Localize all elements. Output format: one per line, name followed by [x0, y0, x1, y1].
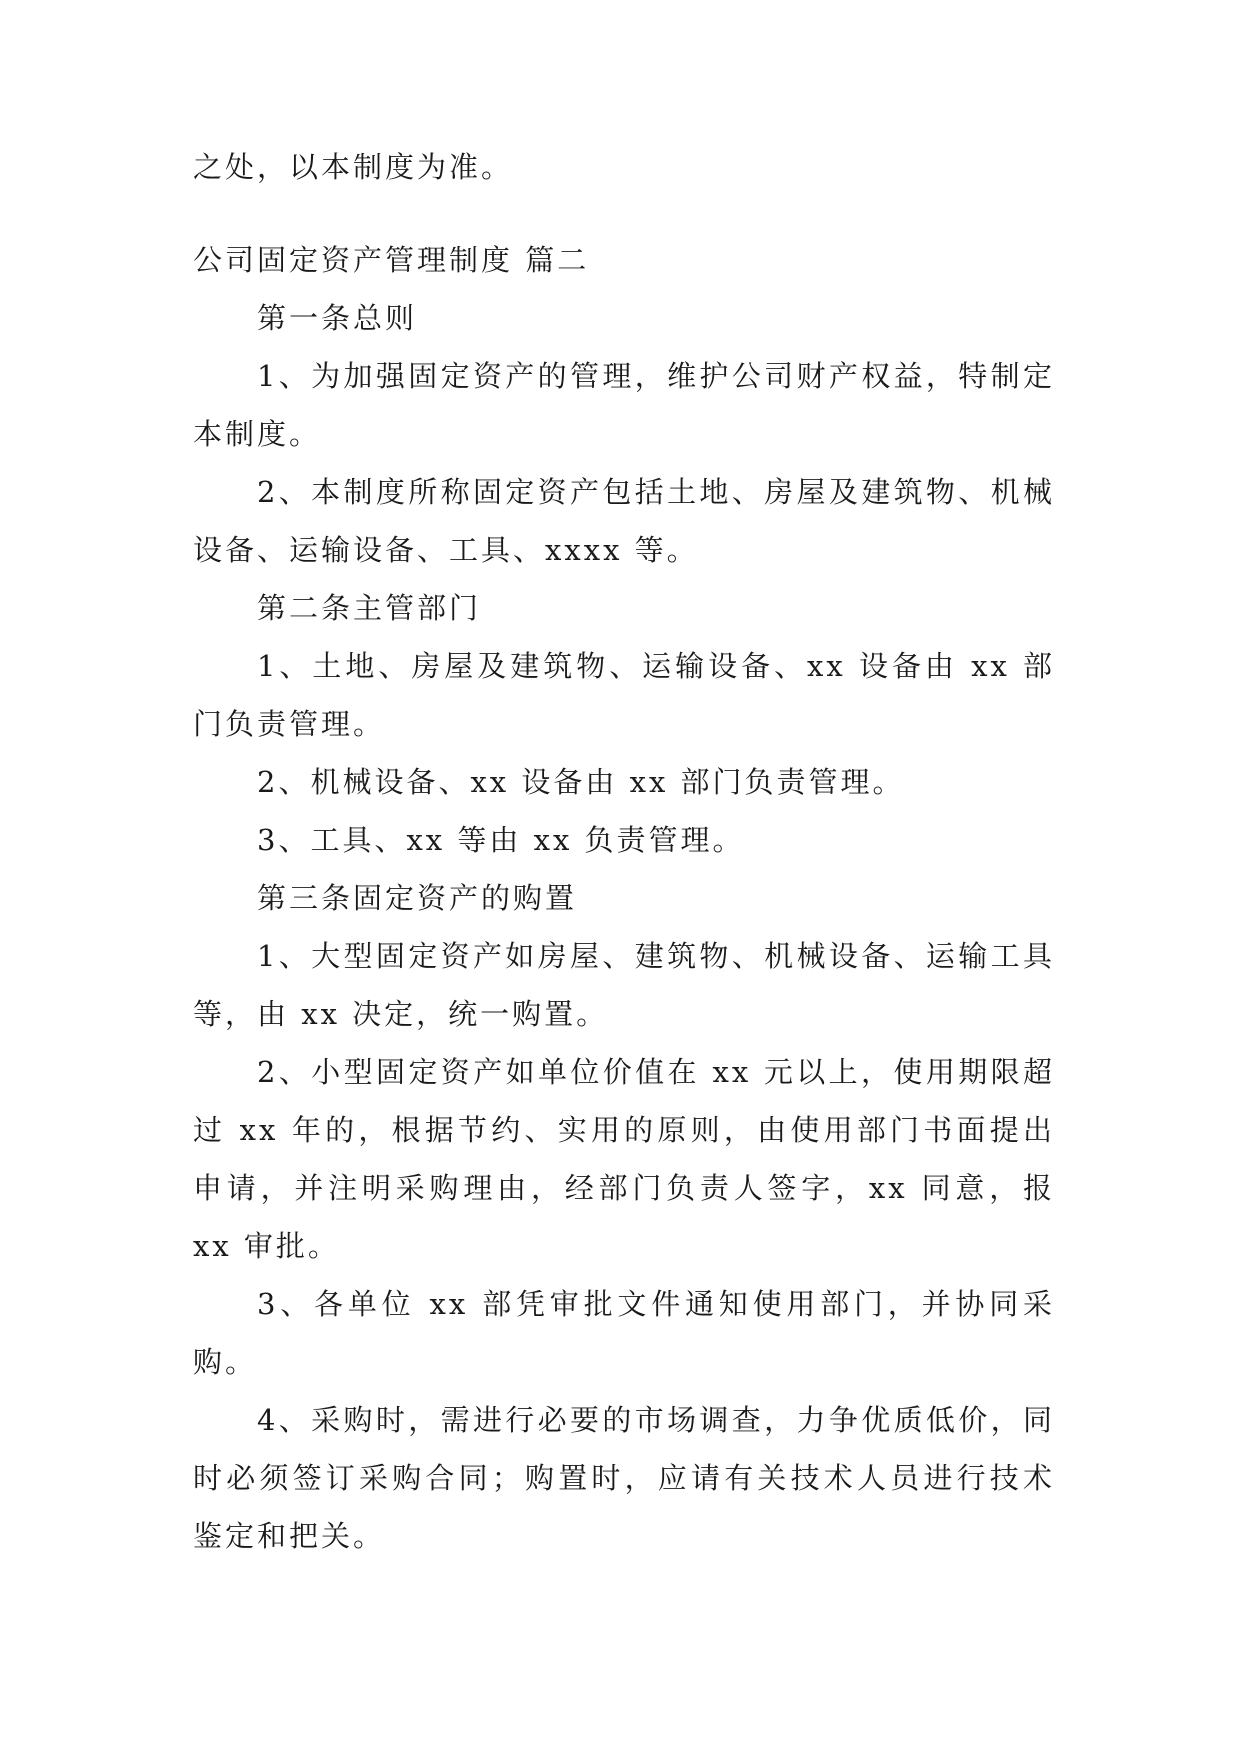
paragraph: 1、土地、房屋及建筑物、运输设备、xx 设备由 xx 部门负责管理。 — [193, 649, 1055, 741]
paragraph: 1、大型固定资产如房屋、建筑物、机械设备、运输工具等，由 xx 决定，统一购置。 — [193, 939, 1055, 1031]
paragraph: 2、小型固定资产如单位价值在 xx 元以上，使用期限超过 xx 年的，根据节约、实用的原则，由使用部门书面提出申请，并注明采购理由，经部门负责人签字，xx 同意，报 xx 审批。 — [193, 1055, 1055, 1263]
paragraph: 3、工具、xx 等由 xx 负责管理。 — [257, 823, 745, 857]
section-title: 公司固定资产管理制度 篇二 — [193, 243, 590, 277]
article-heading-2: 第二条主管部门 — [257, 591, 482, 625]
paragraph: 2、本制度所称固定资产包括土地、房屋及建筑物、机械设备、运输设备、工具、xxxx 等。 — [193, 475, 1055, 567]
section-gap — [193, 196, 1055, 231]
paragraph: 4、采购时，需进行必要的市场调查，力争优质低价，同时必须签订采购合同；购置时，应请有关技术人员进行技术鉴定和把关。 — [193, 1403, 1055, 1553]
paragraph: 1、为加强固定资产的管理，维护公司财产权益，特制定本制度。 — [193, 359, 1055, 451]
paragraph: 2、机械设备、xx 设备由 xx 部门负责管理。 — [257, 765, 905, 799]
paragraph: 3、各单位 xx 部凭审批文件通知使用部门，并协同采购。 — [193, 1287, 1055, 1379]
document-body — [193, 138, 1055, 1565]
continuation-text: 之处，以本制度为准。 — [193, 150, 514, 184]
article-heading-3: 第三条固定资产的购置 — [257, 881, 578, 915]
article-heading-1: 第一条总则 — [257, 301, 418, 335]
